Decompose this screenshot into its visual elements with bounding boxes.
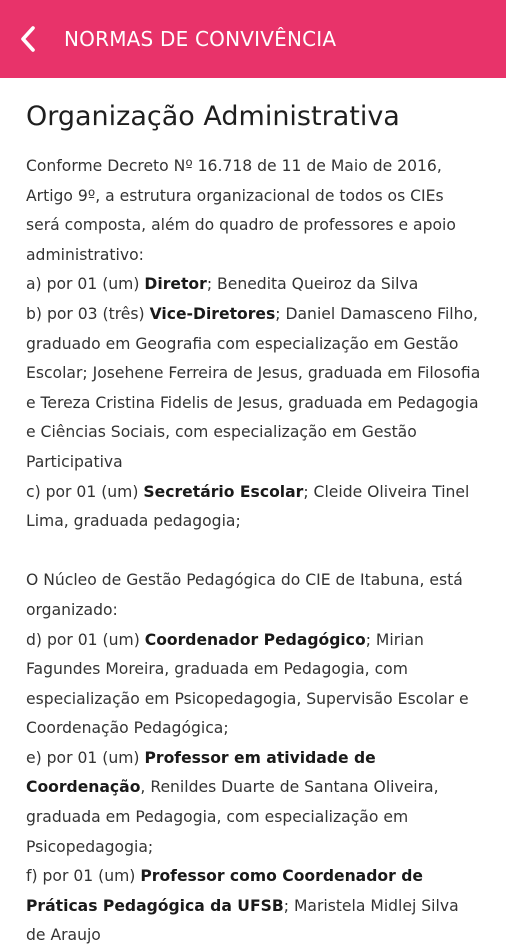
nucleo-paragraph: O Núcleo de Gestão Pedagógica do CIE de Itabuna, está organizado: [26, 571, 463, 619]
section-heading: Organização Administrativa [26, 101, 400, 132]
item-text: ; Cleide Oliveira Tinel Lima, graduada pedagogia; [26, 482, 470, 531]
item-prefix: d) por 01 (um) [26, 630, 145, 649]
item-role: Vice-Diretores [149, 304, 276, 323]
item-prefix: c) por 01 (um) [26, 482, 144, 501]
content-area [0, 78, 506, 945]
item-role: Professor em atividade de Coordenação [26, 748, 376, 797]
app-bar [0, 0, 506, 78]
item-text: ; Daniel Damasceno Filho, graduado em Geografia com especialização em Gestão Escolar; Josehene Ferreira de Jesus, graduada em Filosofia e Tereza Cristina Fidelis de Jesus, graduada em Pedagogia e Ciências Sociais, com especialização em Gestão Participativa [26, 304, 481, 471]
back-button[interactable] [0, 0, 56, 78]
item-prefix: e) por 01 (um) [26, 748, 145, 767]
list-item-b [26, 300, 482, 478]
list-item-c [26, 478, 482, 537]
list-item-e [26, 744, 482, 862]
item-text: , Renildes Duarte de Santana Oliveira, graduada em Pedagogia, com especialização em Psicopedagogia; [26, 778, 439, 856]
item-role: Secretário Escolar [143, 482, 304, 501]
list-item-d [26, 626, 482, 744]
item-role: Diretor [144, 275, 207, 294]
item-prefix: b) por 03 (três) [26, 304, 150, 323]
item-role: Professor como Coordenador de Práticas Pedagógica da UFSB [26, 867, 423, 915]
item-prefix: a) por 01 (um) [26, 275, 145, 294]
item-text: ; Mirian Fagundes Moreira, graduada em Pedagogia, com especialização em Psicopedagogia, Supervisão Escolar e Coordenação Pedagógica; [26, 630, 469, 738]
item-text: ; Benedita Queiroz da Silva [206, 275, 419, 294]
intro-paragraph: Conforme Decreto Nº 16.718 de 11 de Maio de 2016, Artigo 9º, a estrutura organizacional de todos os CIEs será composta, além do quadro de professores e apoio administrativo: [26, 157, 456, 264]
item-prefix: f) por 01 (um) [26, 867, 141, 886]
chevron-left-icon [19, 25, 37, 53]
page-title: NORMAS DE CONVIVÊNCIA [64, 27, 337, 51]
body-text [26, 152, 482, 951]
list-item-a [26, 270, 482, 300]
item-role: Coordenador Pedagógico [144, 630, 366, 649]
list-item-f [26, 862, 482, 951]
item-text: ; Maristela Midlej Silva de Araujo [26, 896, 459, 945]
paragraph-gap [26, 537, 482, 567]
